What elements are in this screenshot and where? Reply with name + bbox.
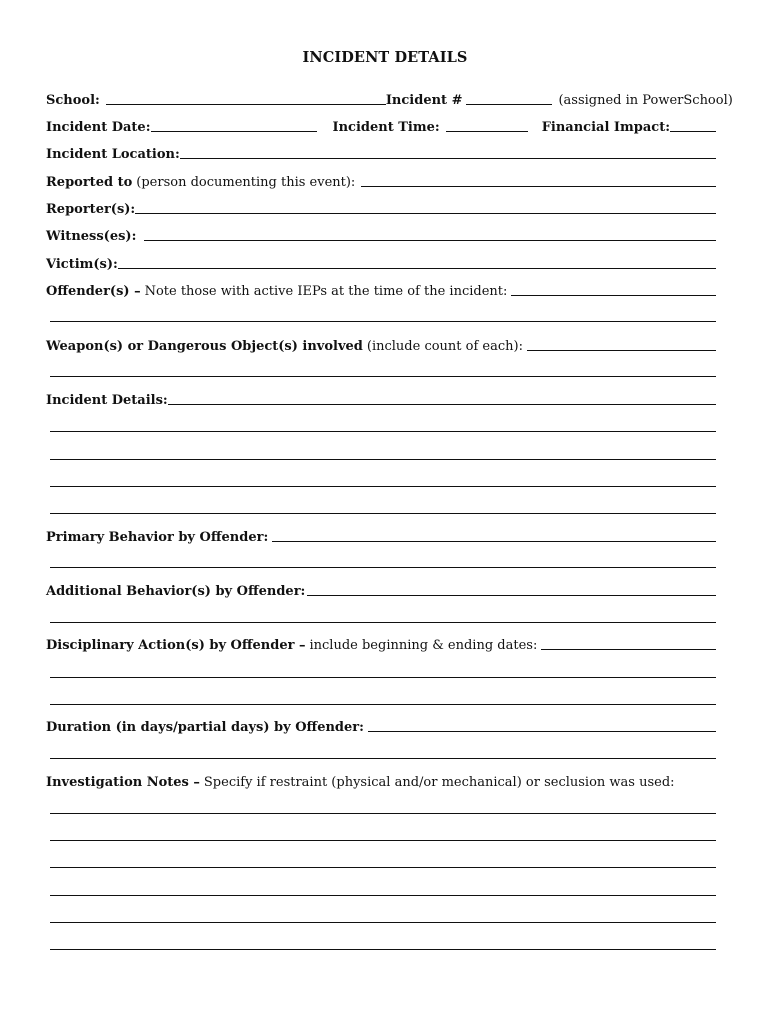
weapons-label: Weapon(s) or Dangerous Object(s) involved <box>46 339 363 354</box>
investigation-row <box>46 772 716 790</box>
investigation-line-4[interactable] <box>50 895 716 896</box>
incident-details-field[interactable] <box>168 404 716 405</box>
additional-behavior-line-2[interactable] <box>50 622 716 623</box>
disciplinary-line-3[interactable] <box>50 704 716 705</box>
location-row <box>46 144 716 162</box>
incident-details-line-5[interactable] <box>50 513 716 514</box>
school-row <box>46 90 733 108</box>
offenders-label: Offender(s) – <box>46 284 141 299</box>
additional-behavior-field[interactable] <box>307 595 716 596</box>
form-title: INCIDENT DETAILS <box>302 49 468 66</box>
investigation-line-3[interactable] <box>50 867 716 868</box>
witnesses-label: Witness(es): <box>46 229 137 244</box>
incident-details-line-4[interactable] <box>50 486 716 487</box>
primary-behavior-row <box>46 527 716 545</box>
date-time-row <box>46 117 716 135</box>
incident-number-label: Incident # <box>385 93 463 108</box>
incident-date-field[interactable] <box>151 131 317 132</box>
school-field[interactable] <box>106 104 386 105</box>
reporters-label: Reporter(s): <box>46 202 136 217</box>
additional-behavior-row <box>46 581 716 599</box>
investigation-line-6[interactable] <box>50 949 716 950</box>
financial-impact-label: Financial Impact: <box>541 120 670 135</box>
disciplinary-note: include beginning & ending dates: <box>309 638 538 653</box>
duration-field[interactable] <box>368 731 716 732</box>
incident-time-label: Incident Time: <box>332 120 440 135</box>
disciplinary-field[interactable] <box>541 649 716 650</box>
disciplinary-line-2[interactable] <box>50 677 716 678</box>
additional-behavior-label: Additional Behavior(s) by Offender: <box>46 584 306 599</box>
incident-details-row <box>46 390 716 408</box>
reported-to-field[interactable] <box>361 186 716 187</box>
victims-label: Victim(s): <box>46 257 118 272</box>
incident-number-field[interactable] <box>466 104 552 105</box>
reporters-field[interactable] <box>135 213 716 214</box>
assigned-note: (assigned in PowerSchool) <box>558 93 733 108</box>
witnesses-field[interactable] <box>144 240 716 241</box>
duration-label: Duration (in days/partial days) by Offender: <box>46 720 364 735</box>
weapons-line-2[interactable] <box>50 376 716 377</box>
offenders-field[interactable] <box>511 295 716 296</box>
offenders-line-2[interactable] <box>50 321 716 322</box>
investigation-line-2[interactable] <box>50 840 716 841</box>
victims-row <box>46 254 716 272</box>
reported-to-label: Reported to <box>46 175 133 190</box>
reported-to-row <box>46 172 716 190</box>
duration-row <box>46 717 716 735</box>
weapons-note: (include count of each): <box>366 339 523 354</box>
duration-line-2[interactable] <box>50 758 716 759</box>
reported-to-note: (person documenting this event): <box>136 175 356 190</box>
incident-location-field[interactable] <box>180 158 716 159</box>
disciplinary-row <box>46 635 716 653</box>
investigation-line-1[interactable] <box>50 813 716 814</box>
investigation-label: Investigation Notes – <box>46 775 200 790</box>
school-label: School: <box>46 93 100 108</box>
incident-date-label: Incident Date: <box>46 120 151 135</box>
offenders-row <box>46 281 716 299</box>
weapons-field[interactable] <box>527 350 716 351</box>
incident-location-label: Incident Location: <box>46 147 180 162</box>
primary-behavior-label: Primary Behavior by Offender: <box>46 530 269 545</box>
investigation-note: Specify if restraint (physical and/or mechanical) or seclusion was used: <box>203 775 675 790</box>
primary-behavior-line-2[interactable] <box>50 567 716 568</box>
incident-details-line-2[interactable] <box>50 431 716 432</box>
incident-details-label: Incident Details: <box>46 393 168 408</box>
victims-field[interactable] <box>118 268 716 269</box>
primary-behavior-field[interactable] <box>272 541 716 542</box>
weapons-row <box>46 336 716 354</box>
witnesses-row <box>46 226 716 244</box>
reporters-row <box>46 199 716 217</box>
incident-details-line-3[interactable] <box>50 459 716 460</box>
offenders-note: Note those with active IEPs at the time of the incident: <box>144 284 508 299</box>
incident-time-field[interactable] <box>446 131 528 132</box>
disciplinary-label: Disciplinary Action(s) by Offender – <box>46 638 306 653</box>
financial-impact-field[interactable] <box>670 131 716 132</box>
investigation-line-5[interactable] <box>50 922 716 923</box>
